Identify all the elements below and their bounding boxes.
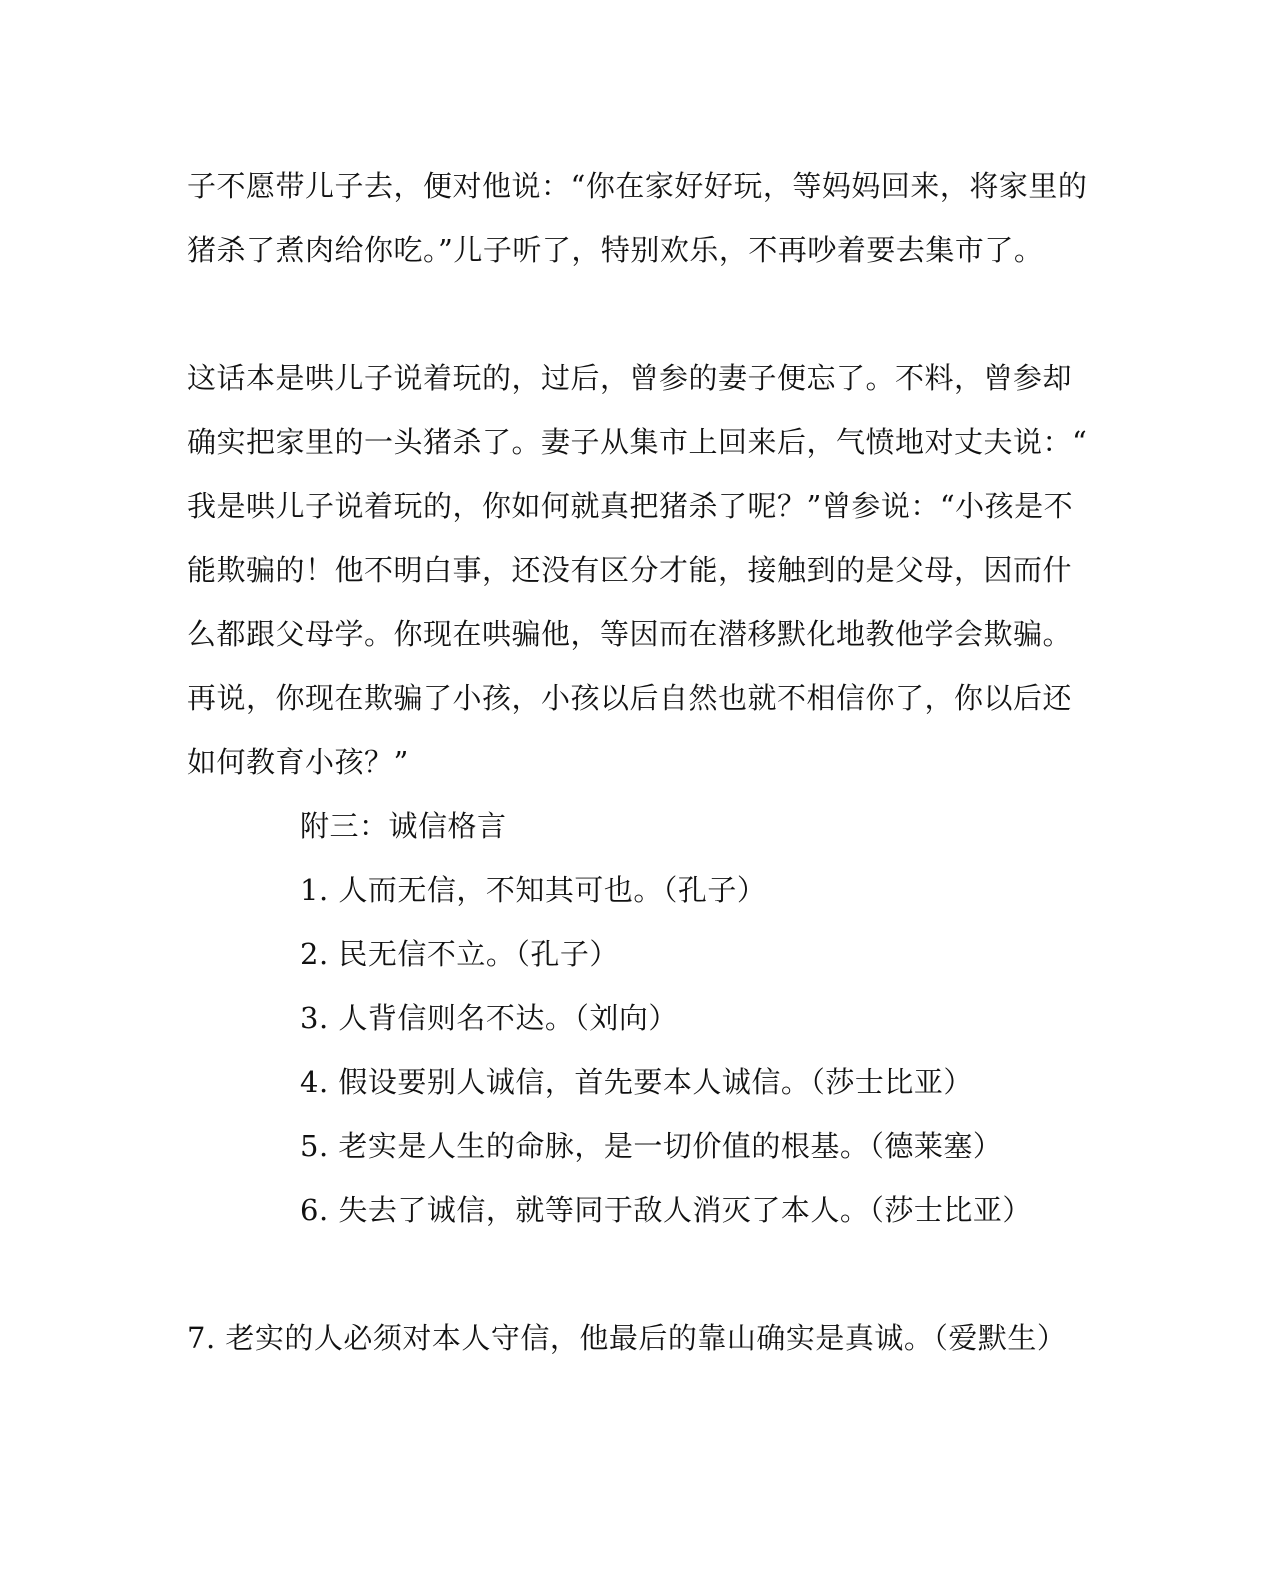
paragraph-2-line-6: 再说，你现在欺骗了小孩，小孩以后自然也就不相信你了，你以后还 (187, 681, 1073, 715)
paragraph-2-line-5: 么都跟父母学。你现在哄骗他，等因而在潜移默化地教他学会欺骗。 (187, 617, 1073, 651)
maxim-item-2: 2. 民无信不立。（孔子） (300, 937, 619, 971)
maxim-item-7: 7. 老实的人必须对本人守信，他最后的靠山确实是真诚。（爱默生） (187, 1321, 1067, 1355)
maxim-item-1: 1. 人而无信，不知其可也。（孔子） (300, 873, 767, 907)
paragraph-2-line-4: 能欺骗的！他不明白事，还没有区分才能，接触到的是父母，因而什 (187, 553, 1073, 587)
paragraph-2-line-1: 这话本是哄儿子说着玩的，过后，曾参的妻子便忘了。不料，曾参却 (187, 361, 1073, 395)
paragraph-2-line-3: 我是哄儿子说着玩的，你如何就真把猪杀了呢？”曾参说：“小孩是不 (187, 489, 1074, 523)
maxim-item-5: 5. 老实是人生的命脉，是一切价值的根基。（德莱塞） (300, 1129, 1003, 1163)
maxim-item-4: 4. 假设要别人诚信，首先要本人诚信。（莎士比亚） (300, 1065, 973, 1099)
maxim-item-6: 6. 失去了诚信，就等同于敌人消灭了本人。（莎士比亚） (300, 1193, 1032, 1227)
paragraph-1-line-1: 子不愿带儿子去，便对他说：“你在家好好玩，等妈妈回来，将家里的 (187, 169, 1088, 203)
maxim-item-3: 3. 人背信则名不达。（刘向） (300, 1001, 678, 1035)
paragraph-1-line-2: 猪杀了煮肉给你吃。”儿子听了，特别欢乐，不再吵着要去集市了。 (187, 233, 1044, 267)
paragraph-2-line-7: 如何教育小孩？” (187, 745, 409, 779)
appendix-heading: 附三：诚信格言 (300, 809, 507, 843)
paragraph-2-line-2: 确实把家里的一头猪杀了。妻子从集市上回来后，气愤地对丈夫说：“ (187, 425, 1088, 459)
